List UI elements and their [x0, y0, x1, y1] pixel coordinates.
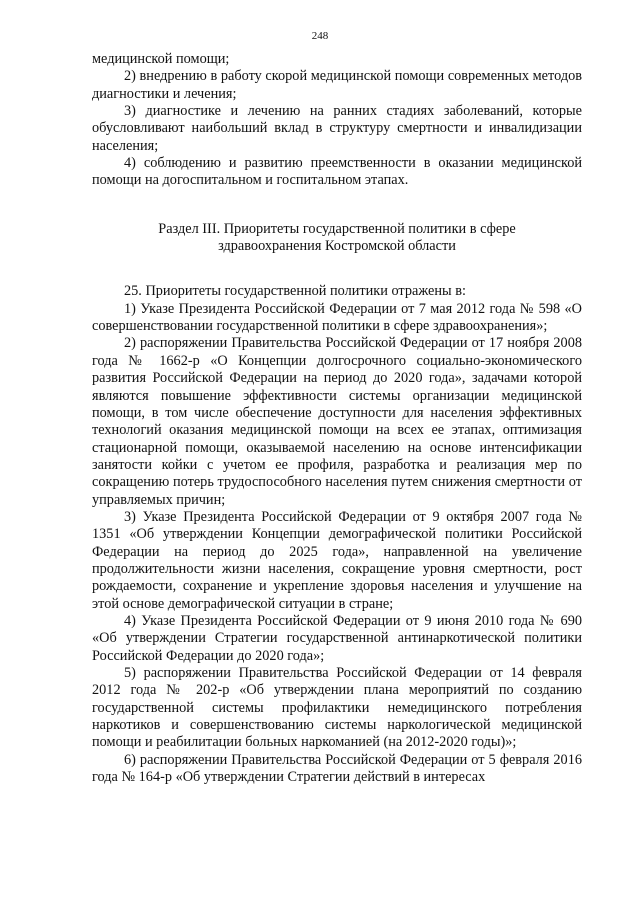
paragraph: 25. Приоритеты государственной политики отражены в:	[124, 283, 466, 300]
list-item: 3) Указе Президента Российской Федерации от 9 октября 2007 года № 1351 «Об утверждении Концепции демографической политики Российской Федерации на период до 2025 года», направленной на увеличение продолжительности жизни населения, сокращение уровня смертности, рост рождаемости, сохранение и укрепление здоровья населения и улучшение на этой основе демографической ситуации в стране;	[92, 508, 582, 612]
list-item: 5) распоряжении Правительства Российской Федерации от 14 февраля 2012 года № 202-р «Об утверждении плана мероприятий по созданию государственной системы профилактики немедицинского потребления наркотиков и совершенствованию системы наркологической медицинской помощи и реабилитации больных наркоманией (на 2012-2020 годы)»;	[92, 665, 582, 751]
list-item: 2) распоряжении Правительства Российской Федерации от 17 ноября 2008 года № 1662-р «О Концепции долгосрочного социально-экономического развития Российской Федерации на период до 2020 года», задачами которой являются повышение эффективности системы организации медицинской помощи, в том числе обеспечение доступности для населения эффективных технологий оказания медицинской помощи на всех ее этапах, оптимизация стационарной помощи, оказываемой населению на основе интенсификации занятости койки с учетом ее профиля, разработка и реализация мер по сокращению потерь трудоспособного населения путем снижения смертности от управляемых причин;	[92, 335, 582, 508]
list-item: 6) распоряжении Правительства Российской Федерации от 5 февраля 2016 года № 164-р «Об утверждении Стратегии действий в интересах	[92, 751, 582, 786]
list-item: 3) диагностике и лечению на ранних стадиях заболеваний, которые обусловливают наибольший вклад в структуру смертности и инвалидизации населения;	[92, 103, 582, 154]
list-item: 1) Указе Президента Российской Федерации от 7 мая 2012 года № 598 «О совершенствовании государственной политики в сфере здравоохранения»;	[92, 300, 582, 335]
section-heading-line: Раздел III. Приоритеты государственной политики в сфере	[158, 220, 516, 237]
document-body	[92, 51, 582, 786]
section-heading-line: здравоохранения Костромской области	[218, 238, 456, 255]
page-number: 248	[311, 30, 329, 42]
list-item: 4) соблюдению и развитию преемственности в оказании медицинской помощи на догоспитальном и госпитальном этапах.	[92, 155, 582, 189]
paragraph: медицинской помощи;	[92, 51, 230, 67]
list-item: 4) Указе Президента Российской Федерации от 9 июня 2010 года № 690 «Об утверждении Стратегии государственной антинаркотической политики Российской Федерации до 2020 года»;	[92, 612, 582, 664]
section-heading	[92, 221, 582, 256]
list-item: 2) внедрению в работу скорой медицинской помощи современных методов диагностики и лечения;	[92, 68, 582, 102]
